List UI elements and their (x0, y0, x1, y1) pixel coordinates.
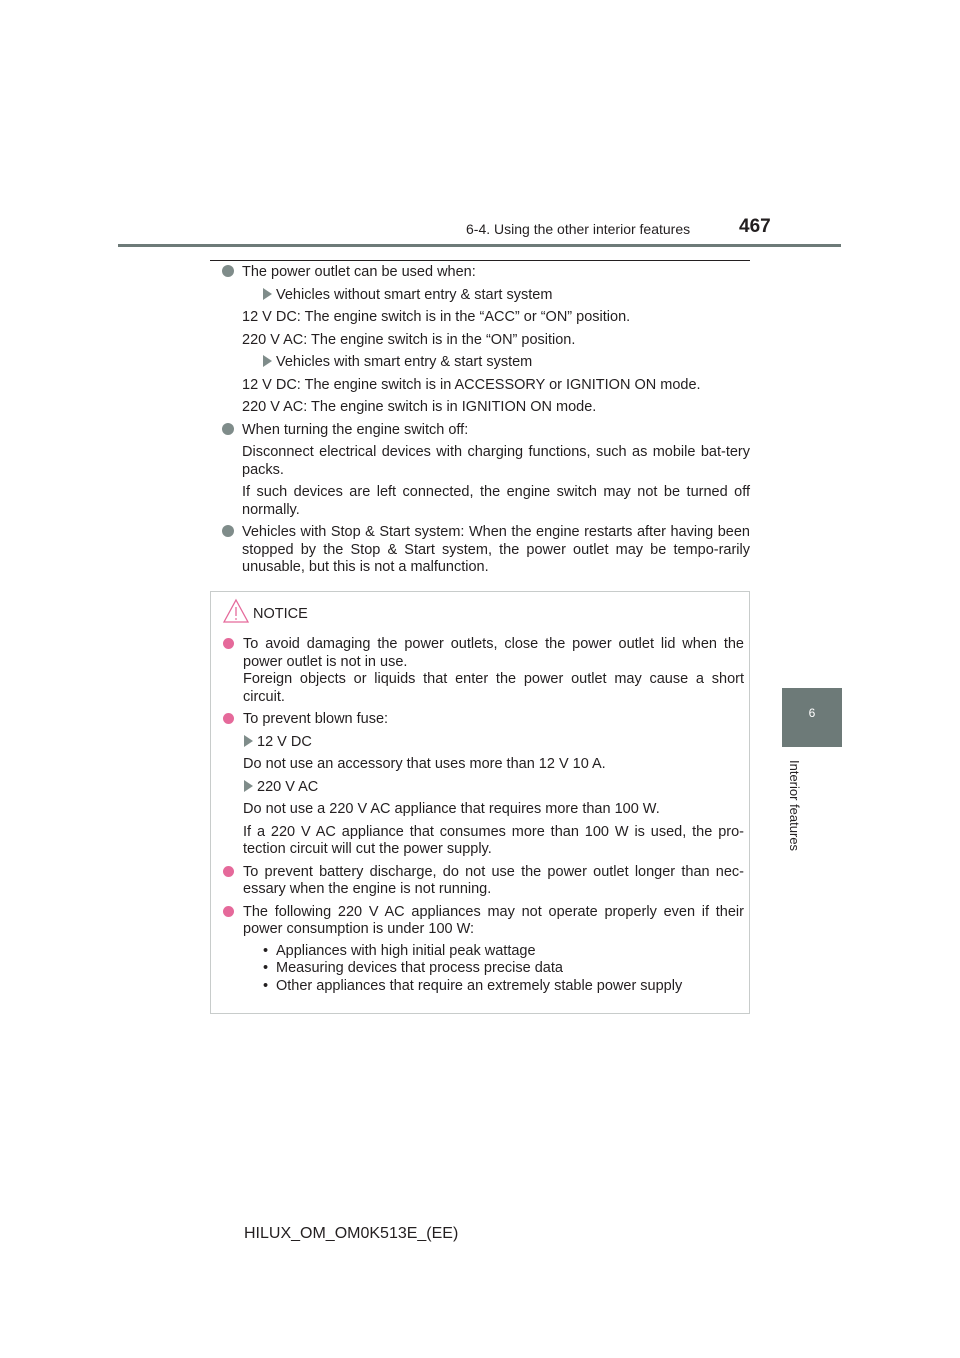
switch-off-bullet (222, 422, 750, 520)
notice-box (210, 591, 750, 1014)
notice-battery (223, 864, 744, 899)
appliances-list (263, 943, 744, 996)
list-item: • Measuring devices that process precise data (263, 960, 744, 978)
bullet-icon (222, 265, 234, 277)
without-smart-dc: 12 V DC: The engine switch is in the “ACC” or “ON” position. (242, 309, 631, 325)
usable-when-bullet (222, 264, 750, 417)
arrow-icon (263, 288, 272, 300)
dc-label: 12 V DC (243, 734, 744, 752)
header-rule (118, 244, 841, 247)
arrow-icon (244, 780, 253, 792)
main-content (222, 264, 750, 582)
chapter-title-vertical (788, 760, 802, 870)
ac-text1: Do not use a 220 V AC appliance that requires more than 100 W. (243, 801, 660, 817)
battery-text: To prevent battery discharge, do not use the power outlet longer than nec-essary when the engine is not running. (243, 863, 744, 897)
ac-label: 220 V AC (243, 779, 744, 797)
chapter-title: Interior features (787, 760, 802, 852)
chapter-number: 6 (808, 706, 816, 720)
usable-when-heading: The power outlet can be used when: (242, 264, 476, 280)
bullet-icon (223, 906, 234, 917)
with-smart-label: Vehicles with smart entry & start system (262, 354, 750, 372)
bullet-icon (222, 423, 234, 435)
switch-off-p1: Disconnect electrical devices with charging functions, such as mobile bat-tery packs. (242, 444, 750, 478)
avoid-damage-line2: Foreign objects or liquids that enter the power outlet may cause a short circuit. (243, 671, 744, 705)
bullet-icon (223, 866, 234, 877)
document-id: HILUX_OM_OM0K513E_(EE) (244, 1225, 459, 1242)
content-rule (210, 260, 750, 261)
ac-text2: If a 220 V AC appliance that consumes more than 100 W is used, the pro-tection circuit will cut the power supply. (243, 823, 744, 857)
page-number: 467 (739, 216, 771, 237)
bullet-icon (223, 638, 234, 649)
warning-triangle-icon (223, 598, 249, 624)
notice-title: NOTICE (253, 606, 308, 622)
arrow-icon (244, 735, 253, 747)
blown-fuse-heading: To prevent blown fuse: (243, 711, 389, 727)
without-smart-label: Vehicles without smart entry & start system (262, 287, 750, 305)
bullet-icon (223, 713, 234, 724)
with-smart-ac: 220 V AC: The engine switch is in IGNITION ON mode. (242, 399, 597, 415)
list-item: • Other appliances that require an extremely stable power supply (263, 978, 744, 996)
dc-text: Do not use an accessory that uses more than 12 V 10 A. (243, 756, 606, 772)
switch-off-heading: When turning the engine switch off: (242, 421, 469, 438)
notice-body (223, 636, 744, 1000)
avoid-damage-line1: To avoid damaging the power outlets, close the power outlet lid when the power outlet is not in use. (243, 636, 744, 670)
appliances-heading: The following 220 V AC appliances may not operate properly even if their power consumption is under 100 W: (243, 903, 744, 937)
notice-appliances (223, 904, 744, 996)
without-smart-ac: 220 V AC: The engine switch is in the “ON” position. (242, 331, 576, 348)
notice-blown-fuse (223, 711, 744, 859)
stop-start-text: Vehicles with Stop & Start system: When the engine restarts after having been stopped by the Stop & Start system, the power outlet may be tempo-rarily unusable, but this is not a malfunction. (242, 524, 750, 575)
section-title: 6-4. Using the other interior features (466, 221, 691, 237)
notice-avoid-damage (223, 636, 744, 706)
stop-start-bullet (222, 524, 750, 577)
switch-off-p2: If such devices are left connected, the engine switch may not be turned off normally. (242, 484, 750, 518)
bullet-icon (222, 525, 234, 537)
chapter-tab (782, 688, 842, 747)
with-smart-dc: 12 V DC: The engine switch is in ACCESSORY or IGNITION ON mode. (242, 376, 701, 393)
arrow-icon (263, 355, 272, 367)
list-item: • Appliances with high initial peak wattage (263, 943, 744, 961)
